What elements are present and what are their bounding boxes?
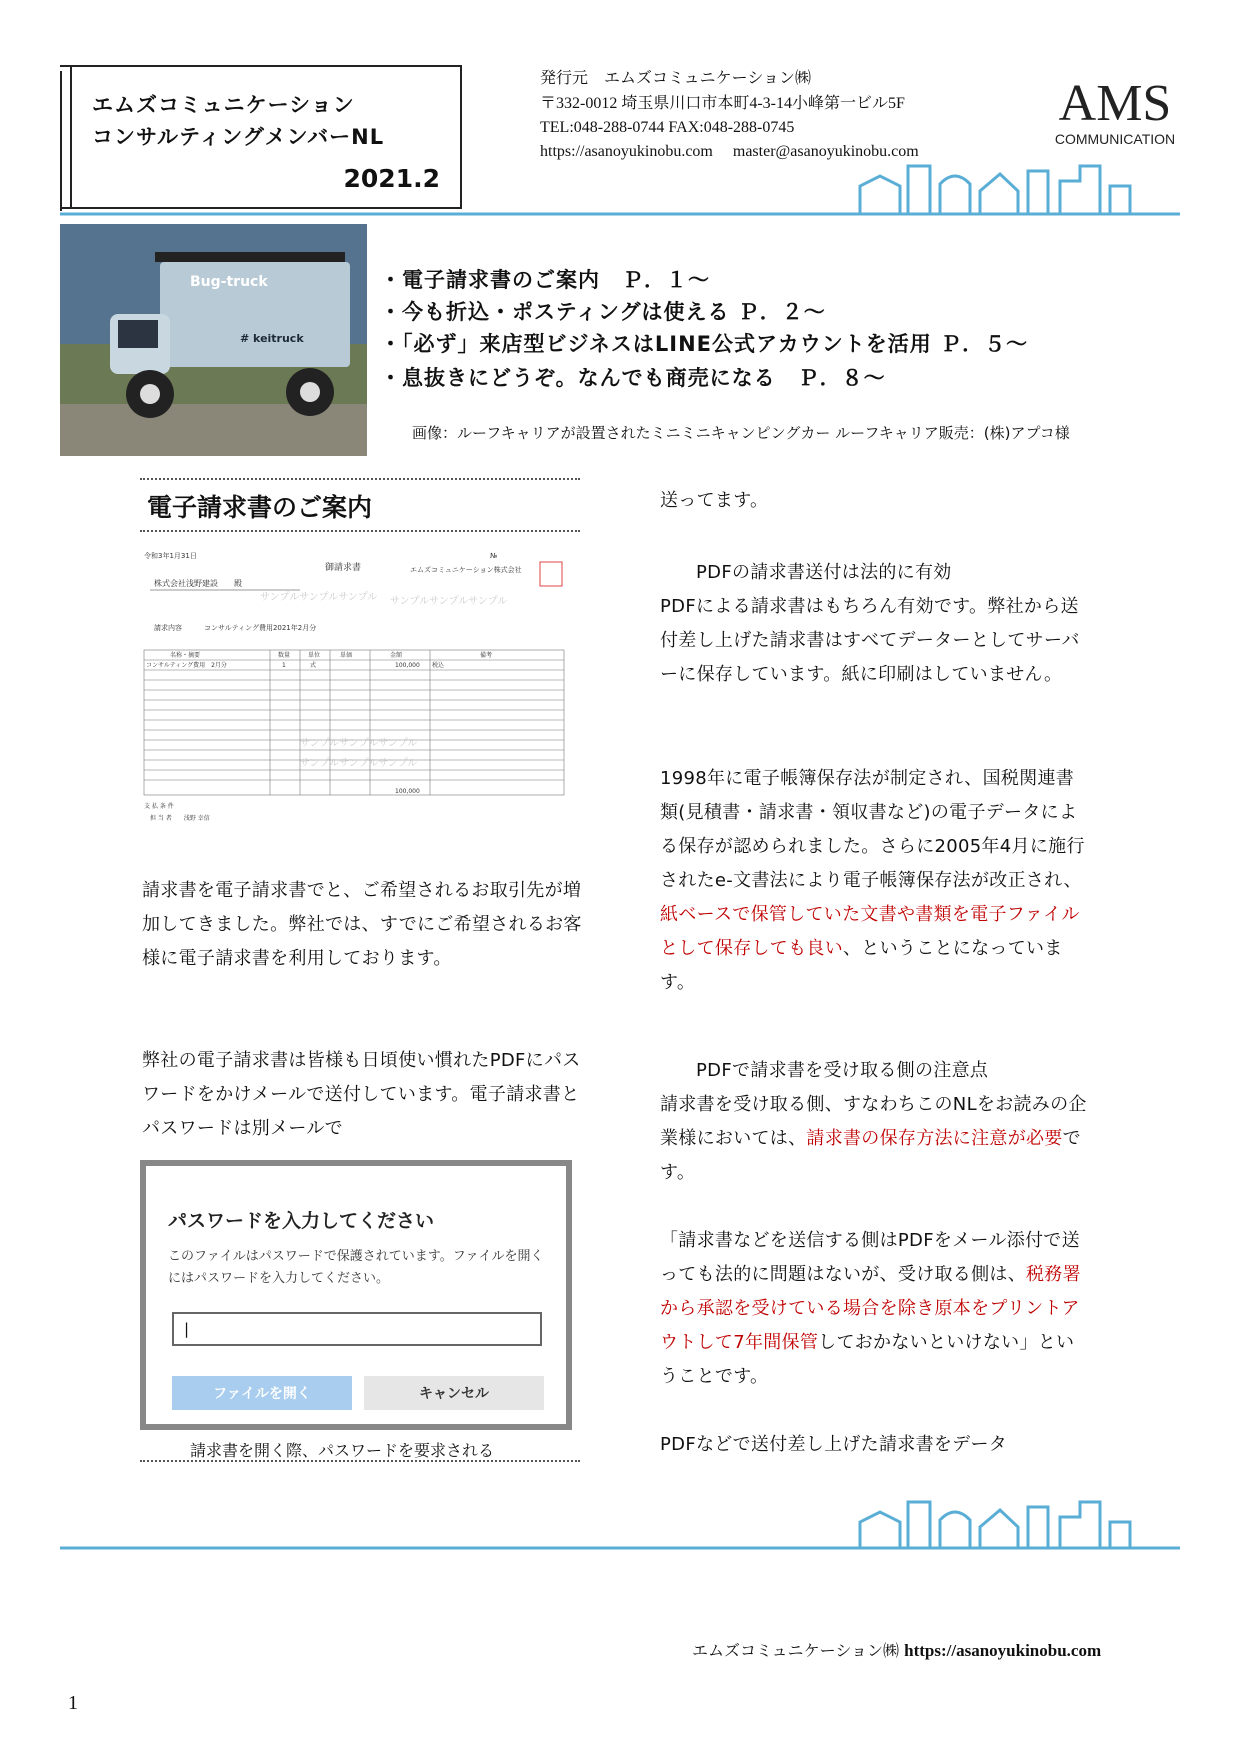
invoice-sample-image (140, 550, 570, 825)
newsletter-title-line1: エムズコミュニケーション (92, 93, 355, 117)
invoice-item-label: 請求内容 (154, 624, 182, 632)
right-heading-2: PDFで請求書を受け取る側の注意点 (696, 1060, 989, 1081)
password-dialog-caption: 請求書を開く際、パスワードを要求される (190, 1441, 495, 1460)
newsletter-title-line2: コンサルティングメンバーNL (92, 125, 385, 149)
invoice-col-qty: 数量 (278, 652, 291, 659)
password-dialog-message: このファイルはパスワードで保護されています。ファイルを開くにはパスワードを入力してください。 (168, 1249, 544, 1286)
footer-company: エムズコミュニケーション㈱ (692, 1641, 905, 1660)
password-dialog (146, 1166, 566, 1424)
invoice-watermark-2: サンプルサンプルサンプル (390, 596, 508, 607)
logo-mark: AMS (1058, 75, 1172, 132)
logo-word: COMMUNICATION (1054, 131, 1176, 147)
invoice-sign-terms: 支 払 条 件 (144, 803, 174, 810)
invoice-watermark-4: サンプルサンプルサンプル (300, 758, 418, 769)
invoice-sign-staff: 担 当 者 浅野 幸信 (150, 815, 210, 822)
invoice-title: 御請求書 (325, 563, 362, 573)
left-paragraph-1: 請求書を電子請求書でと、ご希望されるお取引先が増加してきました。弊社では、すでにご希望されるお客様に電子請求書を利用しております。 (142, 880, 582, 969)
publisher-address: 〒332-0012 埼玉県川口市本町4-3-14小峰第一ビル5F (540, 95, 905, 112)
password-dialog-title: パスワードを入力してください (168, 1210, 435, 1232)
invoice-row1-unit: 式 (310, 662, 317, 669)
p2-text-red: 紙ベースで保管していた文書や書類を電子ファイルとして保存しても良い (660, 904, 1080, 959)
invoice-row1-qty: 1 (282, 662, 286, 669)
invoice-issuer: エムズコミュニケーション株式会社 (410, 566, 522, 574)
right-paragraph-4 (660, 1224, 1090, 1394)
invoice-col-amount: 金額 (390, 652, 403, 659)
toc-item-3: ・「必ず」来店型ビジネスはLINE公式アカウントを活用 Ｐ．５～ (380, 332, 1029, 356)
page-number: 1 (68, 1692, 78, 1714)
p3-text-b: です。 (660, 1128, 1081, 1183)
p2-text-b: 、ということになっています。 (660, 938, 1063, 993)
p4-text-a: 「請求書などを送信する側はPDFをメール添付で送っても法的に問題はないが、受け取る側は、 (660, 1230, 1080, 1285)
password-dialog-screenshot (140, 1160, 572, 1430)
p4-text-b: しておかないといけない」ということです。 (660, 1332, 1075, 1387)
left-paragraph-2: 弊社の電子請求書は皆様も日頃使い慣れたPDFにパスワードをかけメールで送付しています。電子請求書とパスワードは別メールで (142, 1050, 581, 1139)
invoice-col-price: 単価 (340, 652, 353, 659)
open-file-button[interactable]: ファイルを開く (172, 1376, 352, 1410)
section-heading: 電子請求書のご案内 (147, 493, 373, 522)
invoice-total: 100,000 (395, 788, 420, 795)
issue-date: 2021.2 (343, 164, 440, 193)
footer (692, 1638, 1101, 1661)
invoice-date: 令和3年1月31日 (144, 552, 197, 560)
right-paragraph-2 (660, 762, 1090, 1000)
invoice-client: 株式会社浅野建設 殿 (154, 579, 242, 588)
publisher-phone: TEL:048-288-0744 FAX:048-288-0745 (540, 119, 795, 136)
truck-photo (60, 224, 367, 456)
invoice-watermark-3: サンプルサンプルサンプル (300, 738, 418, 749)
invoice-col-note: 備考 (480, 652, 493, 659)
toc-item-4: ・息抜きにどうぞ。なんでも商売になる Ｐ．８～ (380, 366, 886, 390)
right-paragraph-0: 送ってます。 (660, 490, 769, 511)
toc-item-1: ・電子請求書のご案内 Ｐ．１～ (380, 268, 710, 292)
skyline-decoration-top (60, 146, 1180, 216)
heading-dotline-bottom (140, 530, 580, 532)
truck-tag: # keitruck (240, 332, 304, 345)
p4-text-red: 税務署から承認を受けている場合を除き原本をプリントアウトして7年間保管 (660, 1264, 1081, 1353)
truck-text: Bug-truck (190, 274, 268, 290)
invoice-col-name: 名称・摘要 (170, 652, 201, 659)
photo-caption: 画像：ルーフキャリアが設置されたミニミニキャンピングカー ルーフキャリア販売：(株)アプコ様 (412, 424, 1070, 442)
right-paragraph-1: PDFによる請求書はもちろん有効です。弊社から送付差し上げた請求書はすべてデーターとしてサーバーに保存しています。紙に印刷はしていません。 (660, 596, 1080, 685)
p3-text-a: 請求書を受け取る側、すなわちこのNLをお読みの企業様においては、 (660, 1094, 1087, 1149)
cancel-button[interactable]: キャンセル (364, 1376, 544, 1410)
right-heading-1: PDFの請求書送付は法的に有効 (696, 562, 952, 583)
publisher-web-email: https://asanoyukinobu.com master@asanoyukinobu.com (540, 143, 919, 160)
invoice-row1-note: 税込 (432, 662, 445, 669)
toc-item-2: ・今も折込・ポスティングは使える Ｐ．２～ (380, 300, 826, 324)
publisher-name: 発行元 エムズコミュニケーション㈱ (540, 68, 812, 87)
right-paragraph-3 (660, 1088, 1090, 1190)
password-input-value: | (184, 1320, 190, 1338)
password-input[interactable] (172, 1312, 542, 1346)
invoice-row1-amount: 100,000 (395, 662, 420, 669)
right-paragraph-5: PDFなどで送付差し上げた請求書をデータ (660, 1434, 1008, 1455)
company-logo (1045, 60, 1185, 150)
heading-dotline-top (140, 478, 580, 480)
invoice-number-label: № (490, 552, 498, 560)
caption-dotline (140, 1460, 580, 1462)
invoice-row1-name: コンサルティング費用 2月分 (146, 662, 227, 669)
p2-text-a: 1998年に電子帳簿保存法が制定され、国税関連書類(見積書・請求書・領収書など)の電子データによる保存が認められました。さらに2005年4月に施行されたe-文書法により電子帳簿保存法が改正され、 (660, 768, 1085, 891)
invoice-watermark-1: サンプルサンプルサンプル (260, 592, 378, 603)
footer-url[interactable]: https://asanoyukinobu.com (904, 1641, 1102, 1660)
invoice-col-unit: 単位 (308, 652, 321, 659)
invoice-item: コンサルティング費用2021年2月分 (204, 624, 317, 632)
p3-text-red: 請求書の保存方法に注意が必要 (806, 1128, 1063, 1149)
skyline-decoration-bottom (60, 1482, 1180, 1552)
